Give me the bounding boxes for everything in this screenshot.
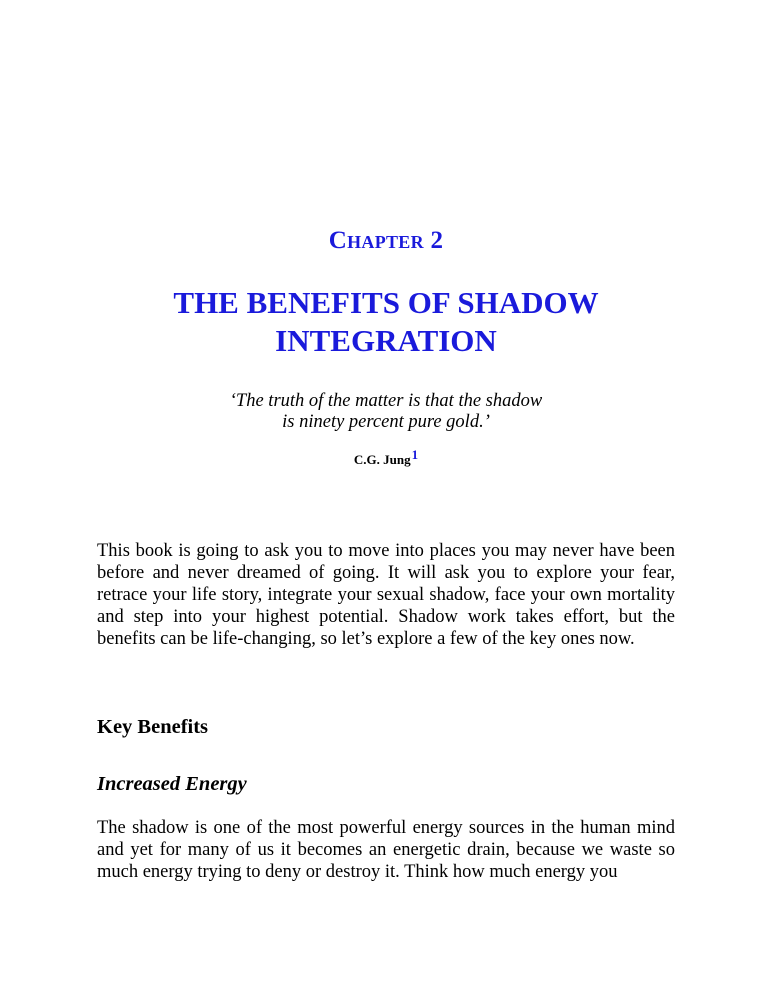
energy-paragraph: The shadow is one of the most powerful energy sources in the human mind and yet for many of us it becomes an energetic drain, because we waste so much energy trying to deny or destroy it. Think how much energy you	[97, 818, 675, 882]
chapter-number: Chapter 2	[328, 227, 444, 254]
epigraph-attribution	[0, 446, 772, 469]
epigraph-author: C.G. Jung	[353, 452, 411, 467]
intro-paragraph: This book is going to ask you to move into places you may never have been before and never dreamed of going. It will ask you to explore your fear, retrace your life story, integrate your sexual shadow, face your own mortality and step into your highest potential. Shadow work takes effort, but the benefits can be life-changing, so let’s explore a few of the key ones now.	[97, 541, 675, 649]
epigraph-line-2: is ninety percent pure gold.’	[282, 412, 490, 432]
footnote-reference-link[interactable]: 1	[411, 447, 419, 462]
chapter-title-line-1: THE BENEFITS OF SHADOW	[173, 285, 599, 320]
chapter-title	[0, 284, 772, 360]
section-heading: Key Benefits	[97, 716, 209, 738]
subsection-heading: Increased Energy	[97, 773, 247, 795]
chapter-title-line-2: INTEGRATION	[275, 323, 497, 358]
epigraph-quote	[0, 391, 772, 433]
epigraph-line-1: ‘The truth of the matter is that the shadow	[229, 391, 543, 411]
